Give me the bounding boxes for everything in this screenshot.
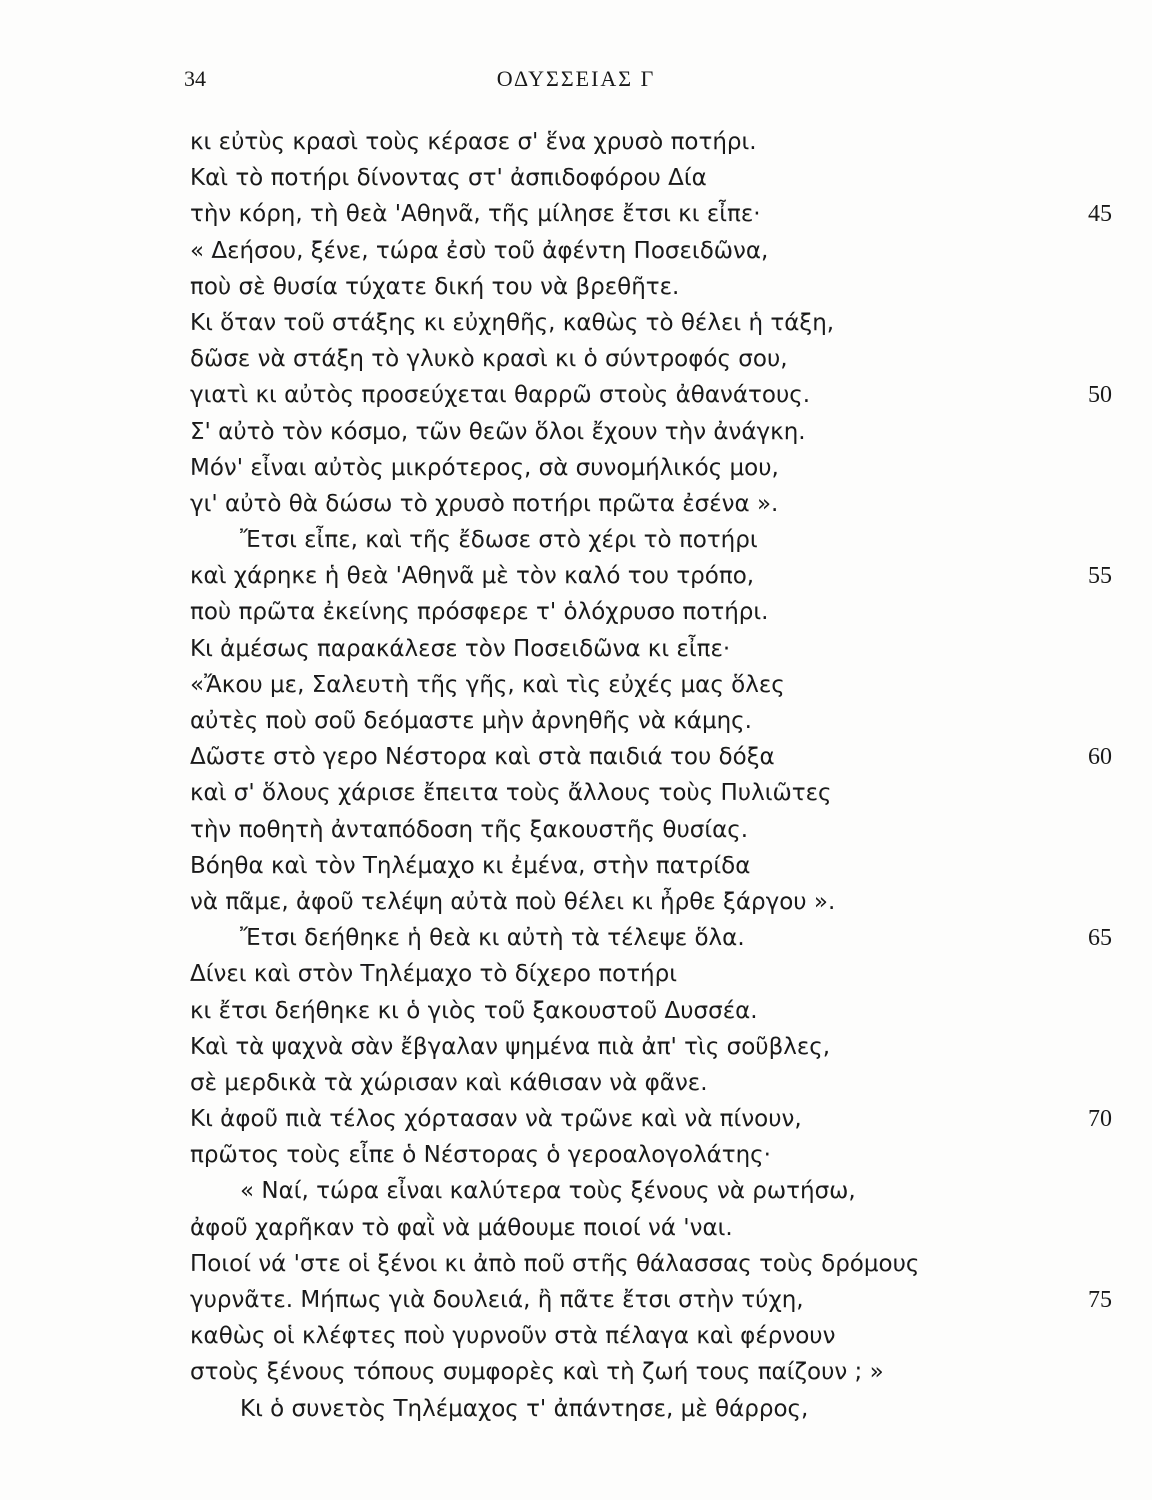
verse-block [0,124,1152,1427]
verse-line-text: Κι ἀφοῦ πιὰ τέλος χόρτασαν νὰ τρῶνε καὶ νὰ πίνουν, [190,1106,802,1133]
verse-line-text: Ἔτσι δεήθηκε ἡ θεὰ κι αὐτὴ τὰ τέλεψε ὅλα. [240,925,745,952]
verse-line [0,558,1152,594]
verse-line [0,1354,1152,1390]
verse-line-text: κι εὐτὺς κρασὶ τοὺς κέρασε σ' ἕνα χρυσὸ ποτήρι. [190,129,757,155]
verse-line-text: Δῶστε στὸ γερο Νέστορα καὶ στὰ παιδιά του δόξα [190,744,775,771]
verse-line-text: Κι ἀμέσως παρακάλεσε τὸν Ποσειδῶνα κι εἶπε· [190,635,731,662]
verse-line [0,269,1152,305]
verse-line [0,414,1152,450]
verse-line [0,1391,1152,1427]
verse-line [0,233,1152,269]
verse-line [0,196,1152,232]
verse-line [0,124,1152,160]
verse-line-text: Καὶ τὰ ψαχνὰ σὰν ἔβγαλαν ψημένα πιὰ ἀπ' τὶς σοῦβλες, [190,1033,831,1060]
verse-line [0,703,1152,739]
verse-line [0,739,1152,775]
verse-line-text: « Ναί, τώρα εἶναι καλύτερα τοὺς ξένους νὰ ρωτήσω, [240,1178,856,1205]
verse-line [0,305,1152,341]
verse-line [0,775,1152,811]
verse-line-text: «Ἄκου με, Σαλευτὴ τῆς γῆς, καὶ τὶς εὐχές μας ὅλες [190,671,785,698]
verse-line-text: γι' αὐτὸ θὰ δώσω τὸ χρυσὸ ποτήρι πρῶτα ἐσένα ». [190,490,779,517]
verse-line [0,486,1152,522]
verse-line [0,667,1152,703]
verse-line [0,631,1152,667]
verse-line [0,848,1152,884]
verse-line-text: Δίνει καὶ στὸν Τηλέμαχο τὸ δίχερο ποτήρι [190,961,677,988]
verse-line [0,993,1152,1029]
verse-line [0,920,1152,956]
verse-line [0,1101,1152,1137]
verse-line-text: πρῶτος τοὺς εἶπε ὁ Νέστορας ὁ γεροαλογολάτης· [190,1142,771,1169]
verse-line-text: Μόν' εἶναι αὐτὸς μικρότερος, σὰ συνομήλικός μου, [190,454,779,481]
verse-line-text: κι ἔτσι δεήθηκε κι ὁ γιὸς τοῦ ξακουστοῦ Δυσσέα. [190,997,758,1024]
verse-line-text: Καὶ τὸ ποτήρι δίνοντας στ' ἀσπιδοφόρου Δία [190,165,707,192]
verse-line-text: γιατὶ κι αὐτὸς προσεύχεται θαρρῶ στοὺς ἀθανάτους. [190,382,811,409]
verse-line-text: Κι ὁ συνετὸς Τηλέμαχος τ' ἀπάντησε, μὲ θάρρος, [240,1395,809,1422]
verse-line-text: τὴν ποθητὴ ἀνταπόδοση τῆς ξακουστῆς θυσίας. [190,816,749,843]
verse-line [0,1210,1152,1246]
verse-line [0,1137,1152,1173]
verse-line-text: ἀφοῦ χαρῆκαν τὸ φαῒ νὰ μάθουμε ποιοί νά 'ναι. [190,1214,733,1241]
verse-line [0,522,1152,558]
verse-line-text: « Δεήσου, ξένε, τώρα ἐσὺ τοῦ ἀφέντη Ποσειδῶνα, [190,237,769,264]
verse-line-text: σὲ μερδικὰ τὰ χώρισαν καὶ κάθισαν νὰ φᾶνε. [190,1069,708,1096]
verse-line-text: τὴν κόρη, τὴ θεὰ 'Αθηνᾶ, τῆς μίλησε ἔτσι κι εἶπε· [190,201,761,228]
verse-line-text: καὶ χάρηκε ἡ θεὰ 'Αθηνᾶ μὲ τὸν καλό του τρόπο, [190,563,755,590]
verse-line [0,341,1152,377]
line-number: 60 [1088,744,1112,771]
verse-line-text: Ἔτσι εἶπε, καὶ τῆς ἔδωσε στὸ χέρι τὸ ποτήρι [240,527,758,554]
line-number: 55 [1088,563,1112,590]
line-number: 75 [1088,1287,1112,1313]
verse-line [0,884,1152,920]
verse-line [0,812,1152,848]
verse-line-text: δῶσε νὰ στάξη τὸ γλυκὸ κρασὶ κι ὁ σύντροφός σου, [190,346,788,373]
verse-line [0,956,1152,992]
line-number: 65 [1088,925,1112,952]
verse-line [0,160,1152,196]
verse-line-text: νὰ πᾶμε, ἀφοῦ τελέψη αὐτὰ ποὺ θέλει κι ἦρθε ξάργου ». [190,888,836,915]
verse-line-text: καὶ σ' ὅλους χάρισε ἔπειτα τοὺς ἄλλους τοὺς Πυλιῶτες [190,780,832,807]
verse-line [0,594,1152,630]
verse-line [0,1029,1152,1065]
verse-line-text: Σ' αὐτὸ τὸν κόσμο, τῶν θεῶν ὅλοι ἔχουν τὴν ἀνάγκη. [190,418,806,445]
line-number: 45 [1088,201,1112,228]
verse-line [0,450,1152,486]
page-number: 34 [184,66,206,91]
verse-line [0,1246,1152,1282]
line-number: 50 [1088,382,1112,409]
line-number: 70 [1088,1106,1112,1133]
verse-line-text: αὐτὲς ποὺ σοῦ δεόμαστε μὴν ἀρνηθῆς νὰ κάμης. [190,708,752,734]
verse-line-text: Κι ὅταν τοῦ στάξης κι εὐχηθῆς, καθὼς τὸ θέλει ἡ τάξη, [190,309,835,336]
verse-line [0,1173,1152,1209]
running-title: ΟΔΥΣΣΕΙΑΣ Γ [496,66,656,91]
verse-line-text: Ποιοί νά 'στε οἱ ξένοι κι ἀπὸ ποῦ στῆς θάλασσας τοὺς δρόμους [190,1250,920,1277]
page-header [0,66,1152,106]
verse-line [0,1282,1152,1318]
verse-line-text: γυρνᾶτε. Μήπως γιὰ δουλειά, ἢ πᾶτε ἔτσι στὴν τύχη, [190,1287,804,1313]
verse-line [0,1318,1152,1354]
verse-line [0,1065,1152,1101]
verse-line [0,377,1152,413]
verse-line-text: Βόηθα καὶ τὸν Τηλέμαχο κι ἐμένα, στὴν πατρίδα [190,852,751,879]
verse-line-text: ποὺ πρῶτα ἐκείνης πρόσφερε τ' ὁλόχρυσο ποτήρι. [190,599,769,626]
verse-line-text: καθὼς οἱ κλέφτες ποὺ γυρνοῦν στὰ πέλαγα καὶ φέρνουν [190,1323,836,1350]
verse-line-text: ποὺ σὲ θυσία τύχατε δική του νὰ βρεθῆτε. [190,273,680,300]
verse-line-text: στοὺς ξένους τόπους συμφορὲς καὶ τὴ ζωή τους παίζουν ; » [190,1359,884,1386]
